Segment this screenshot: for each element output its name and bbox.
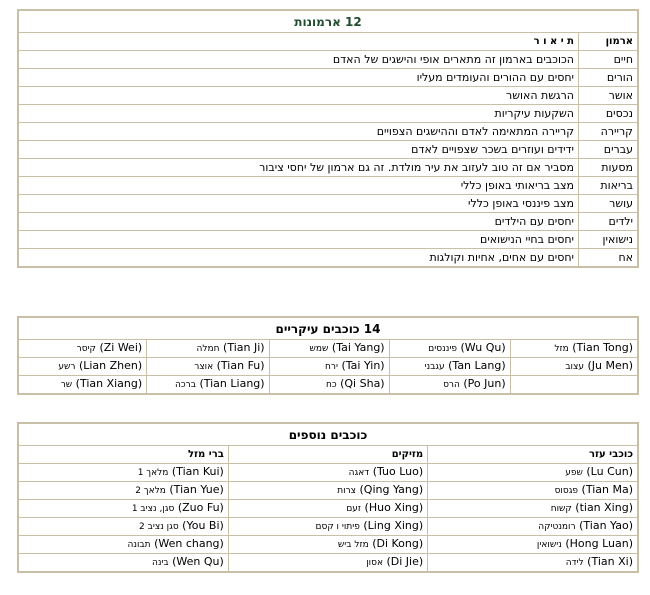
table-row [18, 195, 638, 213]
star-hebrew-name: פיתוי ו קסם [315, 522, 360, 532]
star-cell [18, 464, 228, 482]
star-cell [18, 340, 147, 358]
star-hebrew-name: ברכה [175, 380, 196, 390]
star-chinese-name: (Di Kong) [372, 537, 424, 550]
star-hebrew-name: כח [325, 380, 337, 390]
star-hebrew-name: מלאך 2 [135, 486, 166, 496]
star-chinese-name: (Tuo Luo) [372, 465, 424, 478]
palace-name: מסעות [579, 159, 639, 177]
star-cell [228, 464, 427, 482]
helpers-column-header: כוכבי עזר [428, 446, 638, 464]
star-hebrew-name: פגסוס [554, 486, 579, 496]
star-hebrew-name: ירח [324, 362, 338, 372]
star-chinese-name: (Tian Ma) [581, 483, 633, 496]
star-hebrew-name: תבונה [127, 540, 151, 550]
star-chinese-name: (Zuo Fu) [177, 501, 224, 514]
star-chinese-name: (Qi Sha) [340, 377, 385, 390]
star-chinese-name: (Tian Tong) [572, 341, 633, 354]
palace-name: קריירה [579, 123, 639, 141]
palace-name: נישואין [579, 231, 639, 249]
palace-description: יחסים עם הילדים [18, 213, 579, 231]
table-row [18, 123, 638, 141]
palace-description: השקעות עיקריות [18, 105, 579, 123]
star-chinese-name: (Wen chang) [154, 537, 224, 550]
star-cell [228, 518, 427, 536]
palace-column-header: ארמון [579, 33, 639, 51]
table-row [18, 536, 638, 554]
star-hebrew-name: עצוב [565, 362, 584, 372]
palace-name: אושר [579, 87, 639, 105]
star-cell [18, 536, 228, 554]
star-chinese-name: (Tian Xiang) [75, 377, 143, 390]
palace-name: ילדים [579, 213, 639, 231]
palace-description: הכוכבים בארמון זה מתארים אופי והישגים של האדם [18, 51, 579, 69]
star-cell [428, 554, 638, 573]
star-cell [510, 376, 638, 395]
star-cell [147, 358, 269, 376]
table-row [18, 376, 638, 395]
star-hebrew-name: קשוח [550, 504, 572, 514]
palaces-title: 12 ארמונות [18, 10, 638, 33]
palace-description: מצב פיננסי באופן כללי [18, 195, 579, 213]
table-row [18, 358, 638, 376]
palace-description: מסביר אם זה טוב לעזוב את עיר מולדת. זה גם ארמון של יחסי ציבור [18, 159, 579, 177]
star-cell [18, 500, 228, 518]
description-column-header: ת י א ו ר [18, 33, 579, 51]
star-chinese-name: (Wen Qu) [172, 555, 224, 568]
star-chinese-name: (Tian Ji) [223, 341, 265, 354]
star-cell [18, 518, 228, 536]
star-chinese-name: (Huo Xing) [364, 501, 424, 514]
palace-description: ידידים ועוזרים בשכר שצפויים לאדם [18, 141, 579, 159]
star-chinese-name: (Tian Kui) [171, 465, 224, 478]
star-cell [389, 340, 510, 358]
table-row [18, 141, 638, 159]
star-hebrew-name: אוצר [194, 362, 214, 372]
star-hebrew-name: הרס [443, 380, 460, 390]
star-chinese-name: (Tian Xi) [587, 555, 633, 568]
star-hebrew-name: רומנטיקה [538, 522, 576, 532]
star-hebrew-name: קיסר [76, 344, 96, 354]
palace-rows [18, 51, 638, 268]
table-row [18, 518, 638, 536]
star-hebrew-name: שר [60, 380, 73, 390]
star-chinese-name: (Lian Zhen) [78, 359, 143, 372]
palace-name: הורים [579, 69, 639, 87]
palace-name: בריאות [579, 177, 639, 195]
star-hebrew-name: פיננסים [428, 344, 457, 354]
palace-name: חיים [579, 51, 639, 69]
star-cell [18, 554, 228, 573]
table-row [18, 177, 638, 195]
star-chinese-name: (Qing Yang) [359, 483, 424, 496]
extra-stars-title: כוכבים נוספים [18, 423, 638, 446]
star-chinese-name: (Tan Lang) [448, 359, 506, 372]
star-hebrew-name: סגן, נציב 1 [131, 504, 175, 514]
table-row [18, 249, 638, 268]
table-row [18, 105, 638, 123]
table-row [18, 69, 638, 87]
star-cell [18, 376, 147, 395]
palace-name: אח [579, 249, 639, 268]
table-row [18, 500, 638, 518]
palace-description: יחסים עם ההורים והעומדים מעליו [18, 69, 579, 87]
star-hebrew-name: בינה [151, 558, 169, 568]
main-star-rows [18, 340, 638, 395]
star-cell [18, 482, 228, 500]
star-chinese-name: (Tai Yin) [341, 359, 385, 372]
star-chinese-name: (Po Jun) [463, 377, 506, 390]
star-chinese-name: (Ling Xing) [363, 519, 424, 532]
main-stars-title: 14 כוכבים עיקריים [18, 317, 638, 340]
table-row [18, 231, 638, 249]
palace-name: עברים [579, 141, 639, 159]
star-cell [18, 358, 147, 376]
palace-description: יחסים בחיי הנישואים [18, 231, 579, 249]
harmful-column-header: מזיקים [228, 446, 427, 464]
star-chinese-name: (Tian Yue) [169, 483, 224, 496]
palace-description: קריירה המתאימה לאדם וההישגים הצפויים [18, 123, 579, 141]
star-hebrew-name: מזל [554, 344, 569, 354]
star-hebrew-name: חמלה [196, 344, 220, 354]
star-chinese-name: (Ju Men) [587, 359, 633, 372]
star-cell [147, 376, 269, 395]
star-hebrew-name: שמש [309, 344, 329, 354]
star-chinese-name: (You Bi) [182, 519, 224, 532]
palace-description: הרגשת האושר [18, 87, 579, 105]
palace-description: יחסים עם אחים, אחיות וקולגות [18, 249, 579, 268]
star-cell [510, 340, 638, 358]
star-cell [428, 518, 638, 536]
star-hebrew-name: נישואין [536, 540, 562, 550]
star-cell [510, 358, 638, 376]
star-chinese-name: (Tian Liang) [199, 377, 265, 390]
table-row [18, 87, 638, 105]
star-chinese-name: (Wu Qu) [460, 341, 506, 354]
star-cell [228, 500, 427, 518]
star-cell [228, 554, 427, 573]
star-cell [269, 376, 389, 395]
star-hebrew-name: סגן נציב 2 [139, 522, 179, 532]
star-hebrew-name: צרות [337, 486, 356, 496]
table-row [18, 482, 638, 500]
main-stars-table [17, 316, 639, 395]
table-row [18, 464, 638, 482]
star-hebrew-name: דאגה [348, 468, 370, 478]
palaces-table [17, 9, 639, 268]
star-chinese-name: (Lu Cun) [586, 465, 633, 478]
star-hebrew-name: עגבני [424, 362, 445, 372]
star-cell [228, 482, 427, 500]
star-chinese-name: (Tian Yao) [579, 519, 633, 532]
extra-stars-table [17, 422, 639, 573]
table-row [18, 159, 638, 177]
star-cell [228, 536, 427, 554]
table-row [18, 51, 638, 69]
palace-name: נכסים [579, 105, 639, 123]
table-row [18, 340, 638, 358]
star-hebrew-name: שפע [565, 468, 583, 478]
star-chinese-name: (Tai Yang) [331, 341, 385, 354]
star-chinese-name: (Di Jie) [386, 555, 424, 568]
star-chinese-name: (Tian Fu) [216, 359, 265, 372]
star-chinese-name: (Zi Wei) [99, 341, 143, 354]
star-hebrew-name: אסון [366, 558, 383, 568]
star-chinese-name: (Hong Luan) [565, 537, 633, 550]
star-chinese-name: (tian Xing) [575, 501, 633, 514]
star-cell [269, 358, 389, 376]
star-hebrew-name: לידה [565, 558, 584, 568]
star-cell [147, 340, 269, 358]
star-hebrew-name: מזל ביש [337, 540, 369, 550]
table-row [18, 554, 638, 573]
star-hebrew-name: זעם [346, 504, 362, 514]
lucky-column-header: ברי מזל [18, 446, 228, 464]
palace-description: מצב בריאותי באופן כללי [18, 177, 579, 195]
star-cell [428, 500, 638, 518]
table-row [18, 213, 638, 231]
star-cell [269, 340, 389, 358]
palace-name: עושר [579, 195, 639, 213]
star-hebrew-name: רשע [58, 362, 76, 372]
star-cell [428, 536, 638, 554]
star-cell [389, 358, 510, 376]
star-cell [389, 376, 510, 395]
star-cell [428, 482, 638, 500]
star-hebrew-name: מלאך 1 [137, 468, 169, 478]
extra-star-rows [18, 464, 638, 573]
star-cell [428, 464, 638, 482]
